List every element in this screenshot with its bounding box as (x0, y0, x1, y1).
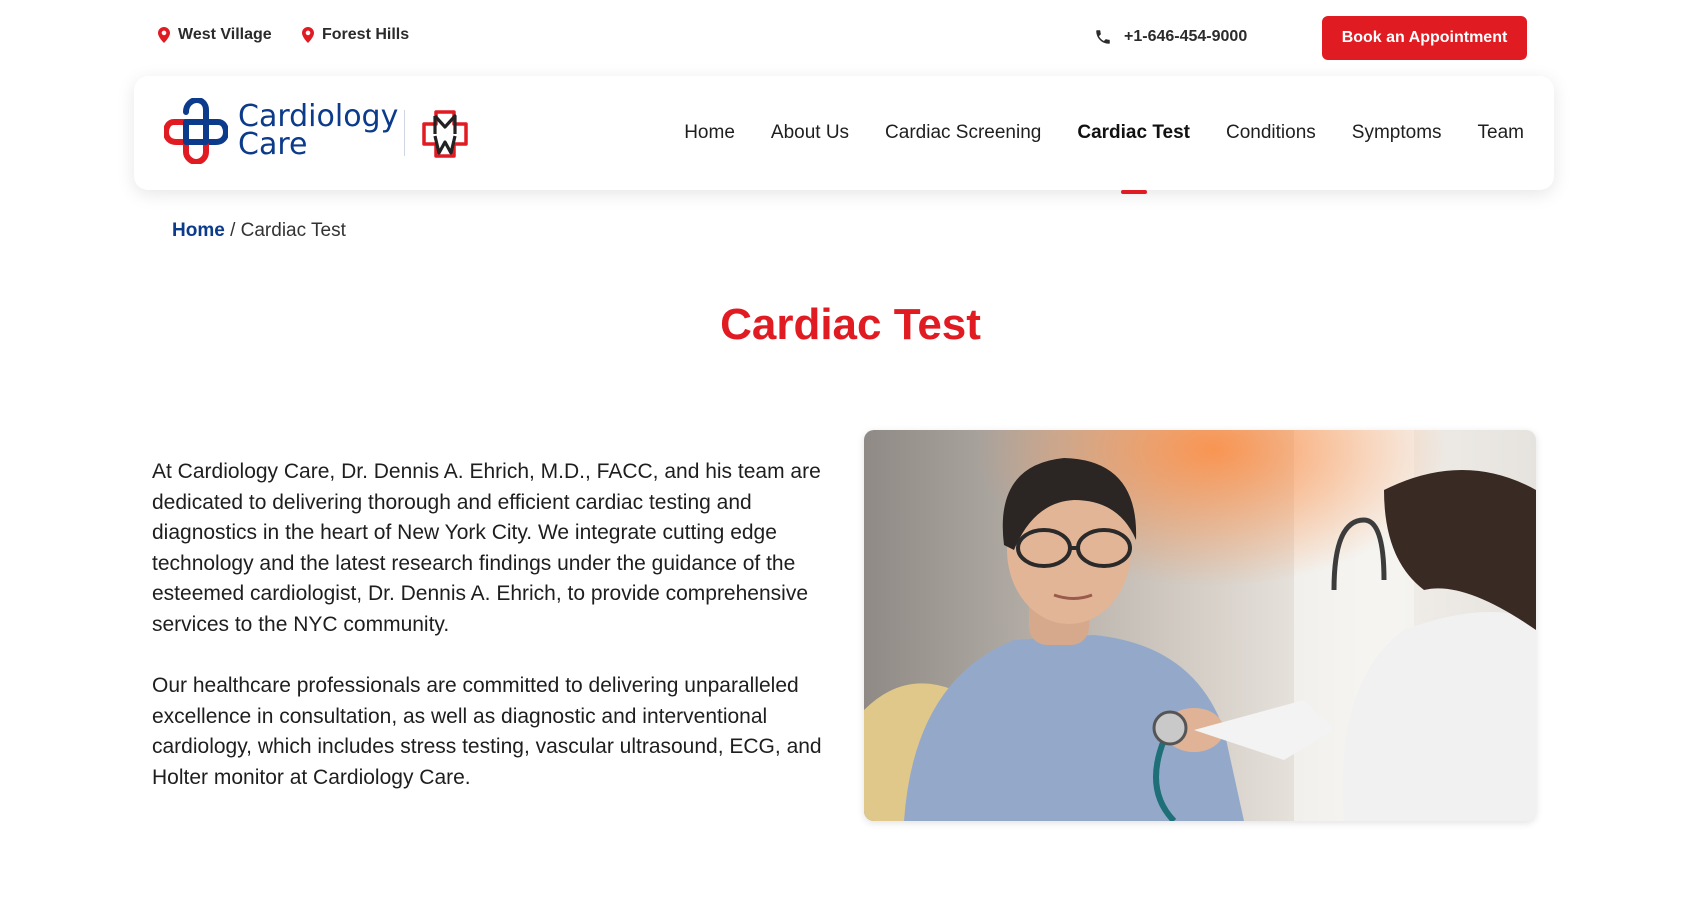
logo-line-2: Care (238, 127, 308, 162)
cardiology-care-logo[interactable] (164, 98, 398, 164)
main-nav (684, 76, 1524, 190)
phone-link[interactable] (1094, 28, 1247, 46)
page-title: Cardiac Test (720, 300, 981, 349)
phone-number: +1-646-454-9000 (1124, 28, 1248, 45)
logo-wordmark (238, 99, 399, 162)
book-appointment-button[interactable]: Book an Appointment (1322, 16, 1527, 60)
nav-item-cardiac-screening[interactable]: Cardiac Screening (885, 122, 1042, 143)
nav-item-team[interactable]: Team (1477, 122, 1524, 143)
doctor-patient-illustration (864, 430, 1536, 821)
intro-paragraph-1: At Cardiology Care, Dr. Dennis A. Ehrich, M.D., FACC, and his team are dedicated to delivering thorough and efficient cardiac testing and diagnostics in the heart of New York City. We integrate cutting edge technology and the latest research findings under the guidance of the esteemed cardiologist, Dr. Dennis A. Ehrich, to provide comprehensive services to the NYC community. (152, 460, 821, 636)
nav-item-symptoms[interactable]: Symptoms (1351, 122, 1442, 143)
map-pin-icon (302, 27, 314, 43)
intro-paragraph-2: Our healthcare professionals are committed to delivering unparalleled excellence in consultation, as well as diagnostic and interventional cardiology, which includes stress testing, vascular ultrasound, ECG, and Holter monitor at Cardiology Care. (152, 674, 822, 789)
location-label: West Village (178, 26, 272, 43)
logo-line-1: Cardiology (238, 99, 399, 134)
breadcrumb (172, 220, 346, 242)
top-bar (0, 0, 1701, 74)
location-forest-hills[interactable] (302, 26, 409, 44)
nav-item-cardiac-test[interactable] (1077, 122, 1190, 144)
nav-item-home[interactable]: Home (684, 122, 735, 143)
nav-item-label: Cardiac Test (1077, 122, 1190, 143)
breadcrumb-current: Cardiac Test (240, 220, 346, 241)
location-west-village[interactable] (158, 26, 272, 44)
doctor-patient-photo (864, 430, 1536, 821)
cardiology-care-logo-icon (164, 98, 228, 164)
logo-divider (404, 110, 405, 156)
mw-cross-logo-icon (422, 110, 468, 158)
breadcrumb-home-link[interactable]: Home (172, 220, 225, 241)
nav-item-about-us[interactable]: About Us (770, 122, 850, 143)
phone-icon (1094, 28, 1112, 46)
active-nav-indicator (1121, 190, 1147, 194)
nav-item-conditions[interactable]: Conditions (1226, 122, 1316, 143)
intro-text (152, 457, 832, 793)
main-header (134, 76, 1554, 190)
breadcrumb-separator: / (224, 220, 241, 241)
location-label: Forest Hills (322, 26, 410, 43)
map-pin-icon (158, 27, 170, 43)
